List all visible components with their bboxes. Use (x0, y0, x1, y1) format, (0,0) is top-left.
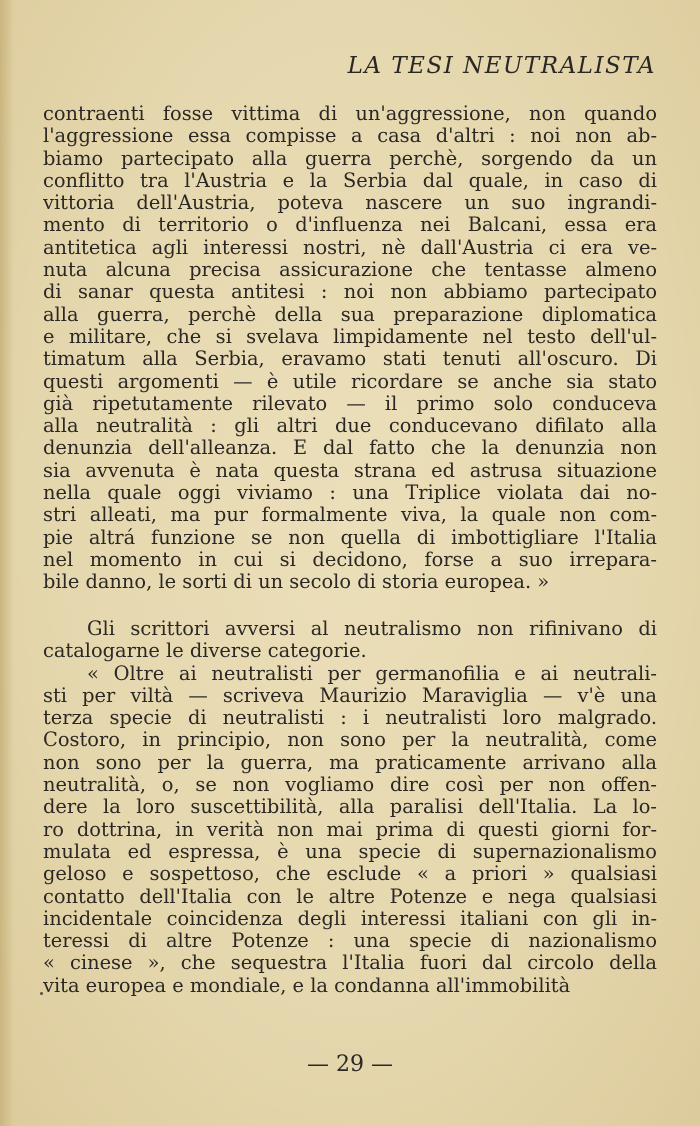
text-line: già ripetutamente rilevato — il primo solo conduceva (43, 392, 657, 415)
text-line: e militare, che si svelava limpidamente nel testo dell'ul- (43, 325, 657, 348)
margin-speck (40, 992, 43, 995)
text-line: mento di territorio o d'influenza nei Balcani, essa era (43, 214, 657, 237)
text-line: vittoria dell'Austria, poteva nascere un suo ingrandi- (43, 192, 657, 215)
text-line: stri alleati, ma pur formalmente viva, la quale non com- (43, 504, 657, 527)
text-line: nella quale oggi viviamo : una Triplice violata dai no- (43, 482, 657, 505)
spine-shadow (0, 0, 14, 1126)
text-line: Costoro, in principio, non sono per la neutralità, come (43, 729, 657, 752)
text-line: alla guerra, perchè della sua preparazione diplomatica (43, 303, 657, 326)
text-line: sti per viltà — scriveva Maurizio Maraviglia — v'è una (43, 684, 657, 707)
text-line: non sono per la guerra, ma praticamente arrivano alla (43, 751, 657, 774)
text-line: terza specie di neutralisti : i neutralisti loro malgrado. (43, 707, 657, 730)
text-line: bile danno, le sorti di un secolo di storia europea. » (43, 571, 550, 594)
text-line: catalogarne le diverse categorie. (43, 640, 367, 663)
text-line: dere la loro suscettibilità, alla paralisi dell'Italia. La lo- (43, 796, 657, 819)
text-line: questi argomenti — è utile ricordare se anche sia stato (43, 370, 657, 393)
text-line: l'aggressione essa compisse a casa d'altri : noi non ab- (43, 125, 657, 148)
text-line: antitetica agli interessi nostri, nè dall'Austria ci era ve- (43, 236, 657, 259)
text-line: geloso e sospettoso, che esclude « a priori » qualsiasi (43, 863, 657, 886)
paragraphs-lower (43, 618, 657, 997)
running-head: LA TESI NEUTRALISTA (347, 53, 656, 79)
text-line: nuta alcuna precisa assicurazione che tentasse almeno (43, 259, 657, 282)
text-line: mulata ed espressa, è una specie di supernazionalismo (43, 840, 657, 863)
text-line: neutralità, o, se non vogliamo dire così per non offen- (43, 774, 657, 797)
text-line: « cinese », che sequestra l'Italia fuori dal circolo della (43, 952, 657, 975)
text-line: vita europea e mondiale, e la condanna all'immobilità (43, 974, 571, 997)
text-line: conflitto tra l'Austria e la Serbia dal quale, in caso di (43, 169, 657, 192)
text-line: biamo partecipato alla guerra perchè, sorgendo da un (43, 147, 657, 170)
text-line: timatum alla Serbia, eravamo stati tenuti all'oscuro. Di (43, 348, 657, 371)
text-line: alla neutralità : gli altri due conducevano difilato alla (43, 415, 657, 438)
text-line: ro dottrina, in verità non mai prima di questi giorni for- (43, 818, 657, 841)
text-line: teressi di altre Potenze : una specie di nazionalismo (43, 930, 657, 953)
text-line: di sanar questa antitesi : noi non abbiamo partecipato (43, 281, 657, 304)
text-line: incidentale coincidenza degli interessi italiani con gli in- (43, 907, 657, 930)
text-line: sia avvenuta è nata questa strana ed astrusa situazione (43, 459, 657, 482)
paragraph-continued (43, 103, 657, 594)
text-line: nel momento in cui si decidono, forse a suo irrepara- (43, 548, 657, 571)
text-line: contraenti fosse vittima di un'aggressione, non quando (43, 103, 657, 125)
text-line: denunzia dell'alleanza. E dal fatto che la denunzia non (43, 437, 657, 460)
page-number: — 29 — (307, 1052, 393, 1077)
text-line: « Oltre ai neutralisti per germanofilia e ai neutrali- (87, 662, 657, 685)
text-line: contatto dell'Italia con le altre Potenze e nega qualsiasi (43, 885, 657, 908)
text-line: Gli scrittori avversi al neutralismo non rifinivano di (87, 618, 657, 640)
text-line: pie altrá funzione se non quella di imbottigliare l'Italia (43, 526, 657, 549)
